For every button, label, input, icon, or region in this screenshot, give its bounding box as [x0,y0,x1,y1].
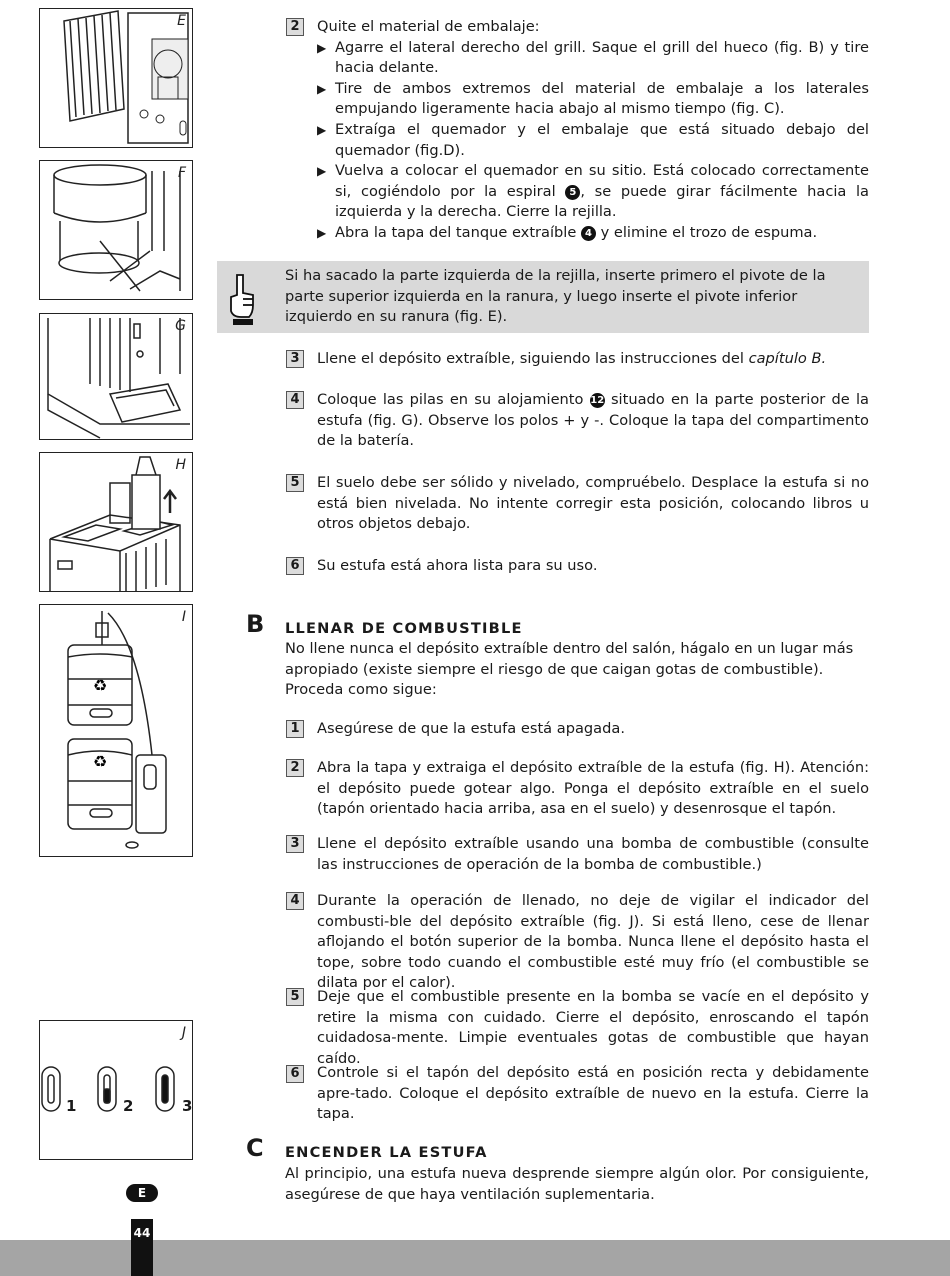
gauge-empty [42,1067,60,1111]
step-number: 1 [286,720,304,738]
substep: ▶ Tire de ambos extremos del material de embalaje a los laterales empujando ligeramente hacia abajo al mismo tiempo (fig. C). [317,79,869,120]
step-number: 4 [286,391,304,409]
section-intro: Al principio, una estufa nueva desprende siempre algún olor. Por consiguiente, asegúrese de que haya ventilación suplementaria. [285,1165,869,1203]
page-number: 44 [131,1219,153,1276]
figure-j-label: J [181,1025,186,1041]
step-text: El suelo debe ser sólido y nivelado, compruébelo. Desplace la estufa si no está bien nivelada. No intente corregir esta posición, colocando libros u otros objetos debajo. [317,474,869,533]
section-title: ENCENDER LA ESTUFA [285,1144,488,1161]
step-number: 5 [286,988,304,1006]
step-number: 4 [286,892,304,910]
part-number-badge: 5 [565,185,580,200]
step-text [317,17,869,244]
step-text: Durante la operación de llenado, no deje de vigilar el indicador del combusti-ble del depósito extraíble (fig. J). Si está lleno, cese de llenar aflojando el botón superior de la bomba. Nunca llene el depósito hasta el tope, sobre todo cuando el combustible esté muy frío (el combustible se dilata por el calor). [317,892,869,992]
substep: ▶ Abra la tapa del tanque extraíble 4 y elimine el trozo de espuma. [317,223,869,244]
fuel-pump-illustration [40,605,193,857]
figure-i-label: I [181,609,186,625]
svg-text:♻: ♻ [92,676,108,695]
step-number: 6 [286,1065,304,1083]
step-text: Deje que el combustible presente en la bomba se vacíe en el depósito y retire la misma con cuidado. Cierre el depósito, enroscando el tapón cuidadosa-mente. Limpie eventuales gotas de combustible que hayan caído. [317,988,869,1067]
substep: ▶ Agarre el lateral derecho del grill. Saque el grill del hueco (fig. B) y tire hacia delante. [317,38,869,79]
section-letter: C [246,1134,264,1162]
figure-f-label: F [177,165,186,181]
step-intro: Quite el material de embalaje: [317,18,540,35]
step-text: Llene el depósito extraíble, siguiendo las instrucciones del capítulo B. [317,350,827,367]
burner-illustration [40,161,193,300]
step-text: Coloque las pilas en su alojamiento 12 situado en la parte posterior de la estufa (fig. G). Observe los polos + y -. Coloque la tapa del compartimento de la batería. [317,391,869,450]
section-title: LLENAR DE COMBUSTIBLE [285,620,523,637]
figure-h-label: H [175,457,186,473]
language-badge: E [126,1184,158,1202]
step-text: Asegúrese de que la estufa está apagada. [317,720,625,737]
tank-removal-illustration [40,453,193,592]
pointing-hand-icon [227,271,257,327]
step-text: Controle si el tapón del depósito está en posición recta y debidamente apre-tado. Coloque el depósito extraíble de nuevo en la estufa. Cierre la tapa. [317,1064,869,1123]
figure-g-label: G [175,318,186,334]
substep: ▶ Extraíga el quemador y el embalaje que está situado debajo del quemador (fig.D). [317,120,869,161]
note-box [217,261,869,333]
figure-i [39,604,193,857]
step-number: 5 [286,474,304,492]
part-number-badge: 4 [581,226,596,241]
figure-g [39,313,193,440]
step-number: 3 [286,350,304,368]
figure-h [39,452,193,592]
section-letter: B [246,610,265,638]
figure-f [39,160,193,300]
step-text: Abra la tapa y extraiga el depósito extraíble de la estufa (fig. H). Atención: el depósito puede gotear algo. Ponga el depósito extraíble en el suelo (tapón orientado hacia arriba, asa en el suelo) y desenrosque el tapón. [317,759,869,818]
section-intro: No llene nunca el depósito extraíble dentro del salón, hágalo en un lugar más apropiado (existe siempre el riesgo de que caigan gotas de combustible). Proceda como sigue: [285,640,854,699]
heater-grill-illustration [40,9,193,148]
battery-compartment-illustration [40,314,193,440]
gauge-full [156,1067,174,1111]
figure-e-label: E [177,13,186,29]
fuel-gauge-illustration [40,1021,193,1160]
note-text: Si ha sacado la parte izquierda de la rejilla, inserte primero el pivote de la parte superior izquierda en la ranura, y luego inserte el pivote inferior izquierdo en su ranura (fig. E). [285,267,826,326]
figure-j [39,1020,193,1160]
step-text: Llene el depósito extraíble usando una bomba de combustible (consulte las instrucciones de operación de la bomba de combustible.) [317,835,869,873]
step-text: Su estufa está ahora lista para su uso. [317,557,598,574]
step-number: 2 [286,759,304,777]
chapter-reference: capítulo B. [748,350,827,367]
step-number: 3 [286,835,304,853]
svg-text:♻: ♻ [92,752,108,771]
gauge-label-3: 3 [182,1097,193,1115]
substep: ▶ Vuelva a colocar el quemador en su sitio. Está colocado correctamente si, cogiéndolo por la espiral 5 , se puede girar fácilmente hacia la izquierda y la derecha. Cierre la rejilla. [317,161,869,223]
part-number-badge: 12 [590,395,605,406]
gauge-half [98,1067,116,1111]
gauge-label-1: 1 [66,1097,77,1115]
figure-e [39,8,193,148]
gauge-label-2: 2 [123,1097,134,1115]
step-number: 6 [286,557,304,575]
step-number: 2 [286,18,304,36]
